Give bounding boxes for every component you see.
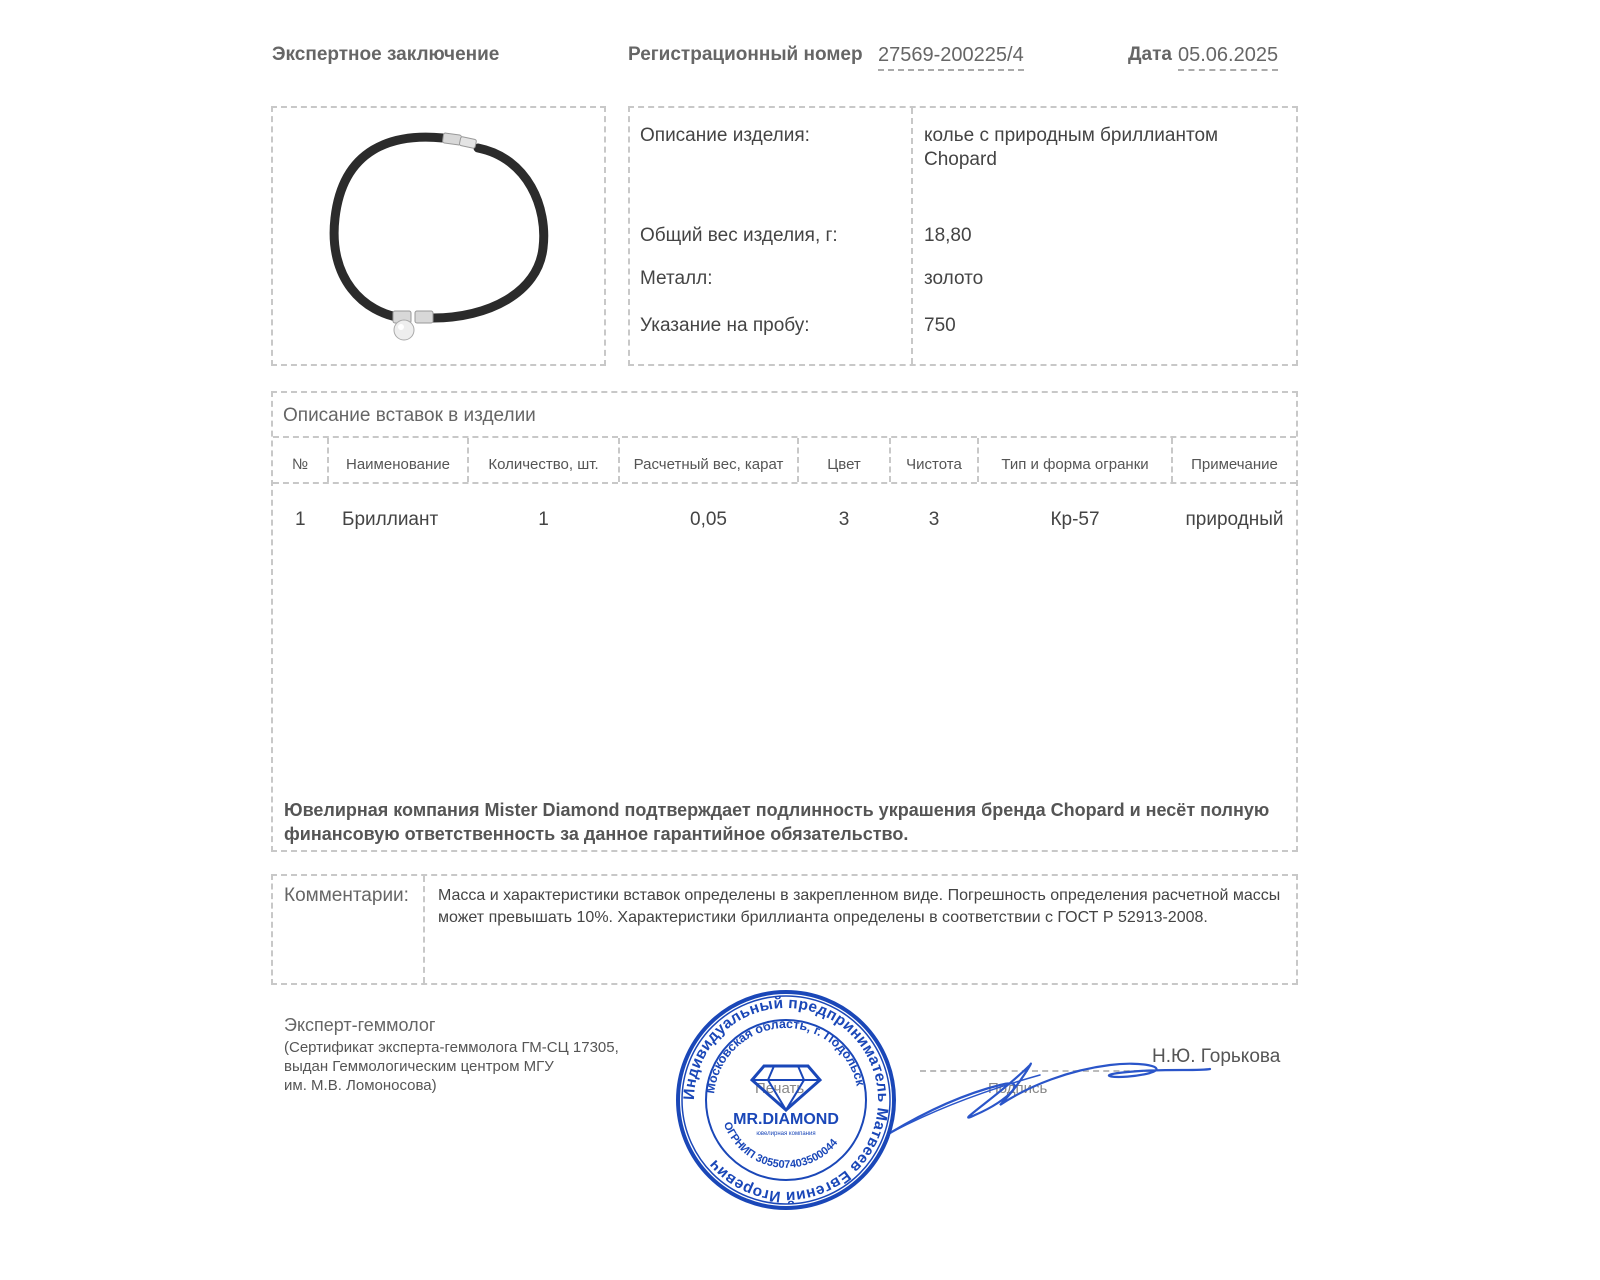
col-note: Примечание: [1191, 456, 1278, 473]
description-value: колье с природным бриллиантом Chopard: [924, 125, 1219, 170]
col-number: №: [291, 456, 309, 473]
stamp-outer-text: Индивидуальный предприниматель Матвеев Евгений Игоревич: [680, 994, 892, 1206]
expert-title: Эксперт-геммолог: [284, 1015, 436, 1035]
row-color: 3: [838, 509, 850, 530]
row-note: природный: [1185, 509, 1284, 530]
document-title: Экспертное заключение: [272, 44, 500, 65]
date-value: 05.06.2025: [1178, 44, 1278, 71]
row-weight: 0,05: [690, 509, 727, 530]
stamp-brand: MR.DIAMOND: [733, 1111, 839, 1128]
col-color: Цвет: [827, 456, 861, 473]
diamond-logo-icon: [752, 1066, 820, 1110]
hallmark-value: 750: [924, 315, 956, 336]
expert-cert-line3: им. М.В. Ломоносова): [284, 1077, 437, 1094]
row-cut: Кр-57: [1050, 509, 1100, 530]
hallmark-label: Указание на пробу:: [640, 315, 810, 336]
col-quantity: Количество, шт.: [488, 456, 599, 473]
stamp-ogrnip: ОГРНИП 305507403500044: [720, 1120, 841, 1171]
metal-value: золото: [924, 268, 984, 289]
product-image-box: [271, 106, 606, 366]
col-clarity: Чистота: [906, 456, 962, 473]
signature-label: Подпись: [988, 1080, 1048, 1097]
company-stamp: [674, 988, 898, 1212]
date-label: Дата: [1128, 44, 1172, 65]
expert-name: Н.Ю. Горькова: [1152, 1046, 1281, 1067]
row-quantity: 1: [538, 509, 549, 530]
col-weight: Расчетный вес, карат: [633, 456, 784, 473]
necklace-image: [273, 108, 604, 364]
stamp-inner-text: Московская область, г. Подольск: [703, 1016, 868, 1095]
col-cut: Тип и форма огранки: [1001, 456, 1149, 473]
col-name: Наименование: [346, 456, 450, 473]
comments-label: Комментарии:: [284, 885, 409, 906]
authenticity-note: Ювелирная компания Mister Diamond подтверждает подлинность украшения бренда Chopard и несёт полную финансовую ответственность за данное гарантийное обязательство.: [284, 800, 1270, 844]
expert-cert-line1: (Сертификат эксперта-геммолога ГМ-СЦ 17305,: [284, 1039, 619, 1056]
comments-text: Масса и характеристики вставок определены в закрепленном виде. Погрешность определения расчетной массы может превышать 10%. Характеристики бриллианта определены в соответствии с ГОСТ Р 52913-2008.: [438, 887, 1281, 926]
stamp-label: Печать: [755, 1080, 805, 1097]
row-name: Бриллиант: [342, 509, 439, 530]
metal-label: Металл:: [640, 268, 713, 289]
row-clarity: 3: [928, 509, 940, 530]
reg-number-value: 27569-200225/4: [878, 44, 1024, 71]
expert-cert-line2: выдан Геммологическим центром МГУ: [284, 1058, 554, 1075]
weight-value: 18,80: [924, 225, 972, 246]
weight-label: Общий вес изделия, г:: [640, 225, 838, 246]
signature: [880, 1045, 1220, 1145]
description-label: Описание изделия:: [640, 125, 810, 146]
stamp-brand-sub: ювелирная компания: [756, 1131, 816, 1137]
row-number: 1: [295, 509, 306, 530]
reg-number-label: Регистрационный номер: [628, 44, 863, 65]
inserts-title: Описание вставок в изделии: [283, 405, 536, 426]
